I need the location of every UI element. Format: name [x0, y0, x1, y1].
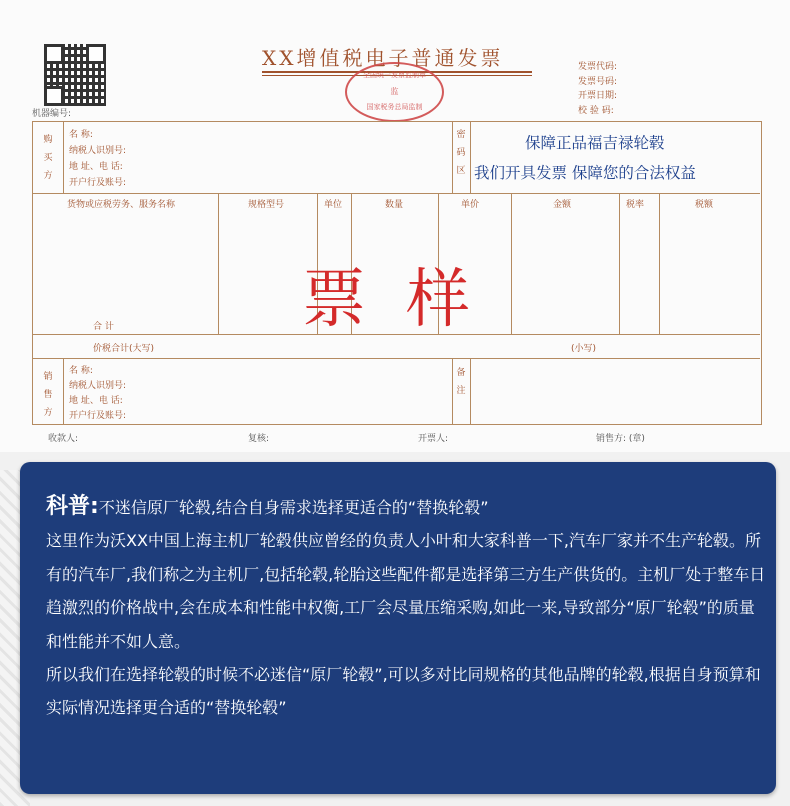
info-text: [46, 490, 766, 725]
buyer-name-label: 名 称:: [69, 130, 93, 140]
reviewer-label: 复核:: [248, 434, 270, 444]
col-spec: 规格型号: [248, 200, 285, 210]
total-with-tax-label: 价税合计(大写): [93, 344, 155, 354]
sample-watermark: 票样: [302, 263, 510, 337]
small-amount-label: (小写): [571, 344, 597, 354]
info-heading-line: [46, 490, 766, 524]
buyer-bank-label: 开户行及账号:: [69, 178, 127, 188]
buyer-taxid-label: 纳税人识别号:: [69, 146, 127, 156]
col-divider: [218, 193, 219, 334]
col-divider: [452, 358, 453, 424]
remark-label: 备注: [456, 368, 466, 396]
meta-code: 发票代码:: [578, 62, 618, 72]
seller-stamp-label: 销售方: (章): [596, 434, 645, 444]
info-heading: 科普:: [46, 494, 99, 519]
col-divider: [619, 193, 620, 334]
meta-check-code: 校 验 码:: [578, 105, 614, 116]
payee-label: 收款人:: [48, 434, 79, 444]
official-seal: [345, 62, 444, 122]
meta-number: 发票号码:: [578, 76, 618, 87]
cipher-area-label: 密码区: [456, 130, 466, 176]
col-divider: [63, 358, 64, 424]
col-divider: [511, 193, 512, 334]
qr-code-icon: [44, 44, 106, 106]
col-unit: 单位: [324, 200, 343, 210]
seal-top-text: 全国统一发票监制章: [363, 71, 426, 79]
col-tax-amount: 税额: [695, 200, 714, 210]
machine-number: 机器编号:: [32, 109, 72, 119]
promo-line-1: 保障正品福吉禄轮毂: [525, 134, 665, 152]
col-amount: 金额: [553, 200, 572, 210]
info-subtitle: 不迷信原厂轮毂,结合自身需求选择更适合的“替换轮毂”: [98, 498, 489, 517]
invoice-title: XX增值税电子普通发票: [262, 46, 504, 70]
row-divider: [33, 193, 760, 194]
col-unit-price: 单价: [461, 200, 480, 210]
seal-bottom-text: 国家税务总局监制: [366, 103, 423, 111]
total-label: 合 计: [93, 322, 114, 332]
col-divider: [63, 122, 64, 193]
buyer-address-label: 地 址、电 话:: [69, 162, 123, 172]
seller-bank-label: 开户行及账号:: [69, 411, 127, 421]
seller-address-label: 地 址、电 话:: [69, 396, 123, 406]
meta-date: 开票日期:: [578, 91, 618, 101]
info-panel: [20, 462, 776, 794]
col-divider: [470, 122, 471, 193]
row-divider: [33, 358, 760, 359]
col-quantity: 数量: [385, 200, 404, 210]
buyer-section-label: 购买方: [43, 135, 53, 181]
issuer-label: 开票人:: [418, 434, 449, 444]
info-paragraph-2: 所以我们在选择轮毂的时候不必迷信“原厂轮毂”,可以多对比同规格的其他品牌的轮毂,根据自身预算和实际情况选择更合适的“替换轮毂”: [46, 665, 761, 718]
seller-section-label: 销售方: [43, 372, 53, 418]
seller-name-label: 名 称:: [69, 366, 93, 376]
col-divider: [470, 358, 471, 424]
invoice-meta: [578, 60, 617, 118]
seller-taxid-label: 纳税人识别号:: [69, 381, 127, 391]
col-divider: [659, 193, 660, 334]
col-divider: [452, 122, 453, 193]
info-paragraph-1: 这里作为沃XX中国上海主机厂轮毂供应曾经的负责人小叶和大家科普一下,汽车厂家并不生产轮毂。所有的汽车厂,我们称之为主机厂,包括轮毂,轮胎这些配件都是选择第三方生产供货的。主机厂处于整车日趋激烈的价格战中,会在成本和性能中权衡,工厂会尽量压缩采购,如此一来,导致部分“原厂轮毂”的质量和性能并不如人意。: [46, 531, 766, 651]
promo-line-2: 我们开具发票 保障您的合法权益: [474, 164, 696, 182]
col-goods-name: 货物或应税劳务、服务名称: [67, 200, 176, 210]
col-tax-rate: 税率: [626, 200, 645, 210]
seal-middle-char: 监: [390, 87, 399, 96]
